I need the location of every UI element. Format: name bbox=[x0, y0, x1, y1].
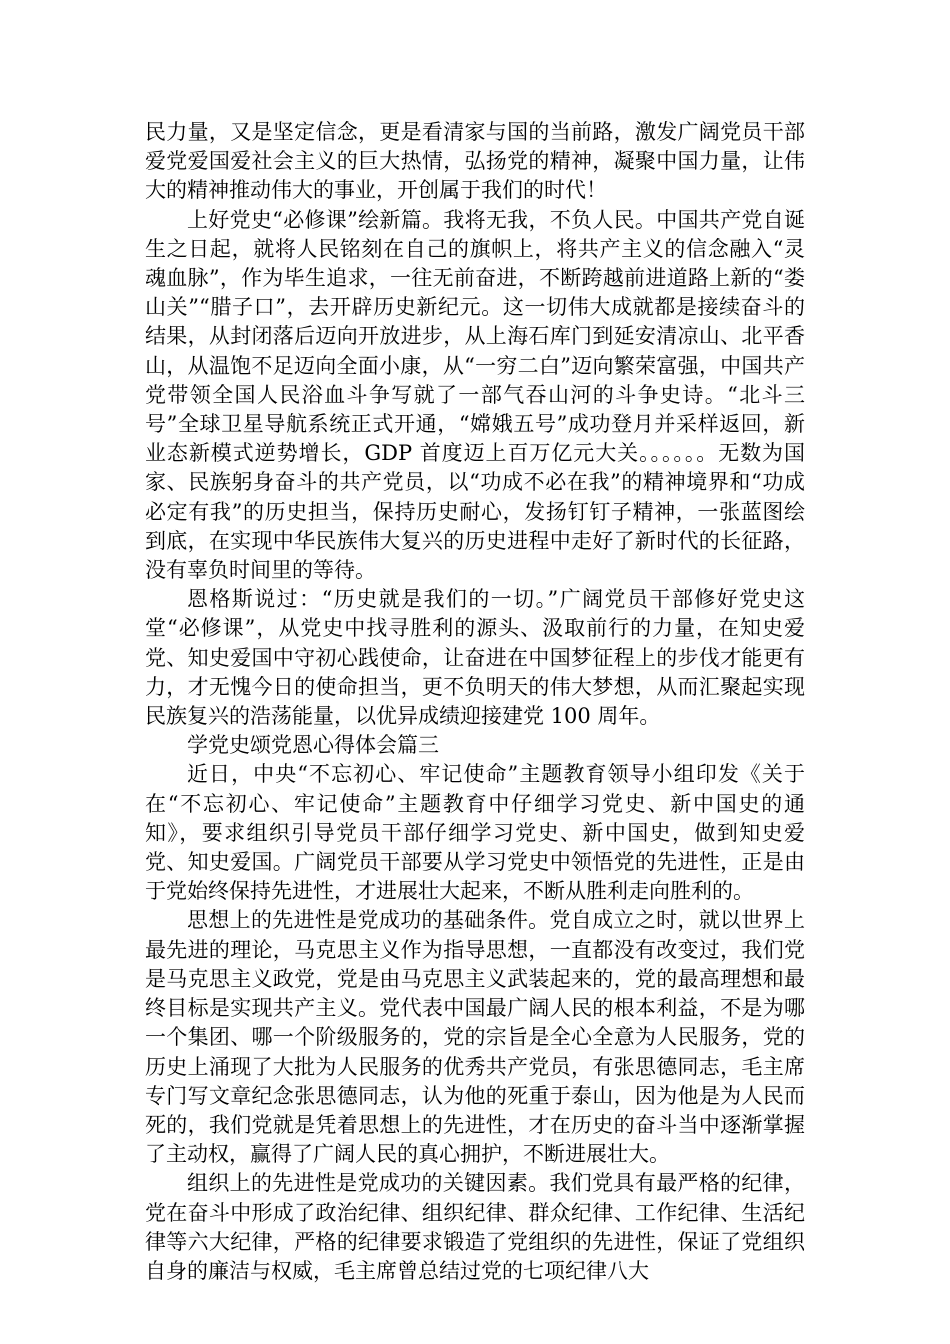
body-paragraph: 民力量，又是坚定信念，更是看清家与国的当前路，激发广阔党员干部爱党爱国爱社会主义的巨大热情，弘扬党的精神，凝聚中国力量，让伟大的精神推动伟大的事业，开创属于我们的时代！ bbox=[145, 120, 805, 203]
document-page bbox=[145, 118, 805, 1286]
body-paragraph: 恩格斯说过：“历史就是我们的一切。”广阔党员干部修好党史这堂“必修课”，从党史中找寻胜利的源头、汲取前行的力量，在知史爱党、知史爱国中守初心践使命，让奋进在中国梦征程上的步伐才能更有力，才无愧今日的使命担当，更不负明天的伟大梦想，从而汇聚起实现民族复兴的浩荡能量，以优异成绩迎接建党 100 周年。 bbox=[145, 587, 805, 729]
section-heading: 学党史颂党恩心得体会篇三 bbox=[187, 733, 439, 758]
body-paragraph: 近日，中央“不忘初心、牢记使命”主题教育领导小组印发《关于在“不忘初心、牢记使命”主题教育中仔细学习党史、新中国史的通知》，要求组织引导党员干部仔细学习党史、新中国史，做到知史爱党、知史爱国。广阔党员干部要从学习党史中领悟党的先进性，正是由于党始终保持先进性，才进展壮大起来，不断从胜利走向胜利的。 bbox=[145, 762, 805, 904]
body-paragraph: 思想上的先进性是党成功的基础条件。党自成立之时，就以世界上最先进的理论，马克思主义作为指导思想，一直都没有改变过，我们党是马克思主义政党，党是由马克思主义武装起来的，党的最高理想和最终目标是实现共产主义。党代表中国最广阔人民的根本利益，不是为哪一个集团、哪一个阶级服务的，党的宗旨是全心全意为人民服务，党的历史上涌现了大批为人民服务的优秀共产党员，有张思德同志，毛主席专门写文章纪念张思德同志，认为他的死重于泰山，因为他是为人民而死的，我们党就是凭着思想上的先进性，才在历史的奋斗当中逐渐掌握了主动权，赢得了广阔人民的真心拥护，不断进展壮大。 bbox=[145, 908, 805, 1167]
body-paragraph: 组织上的先进性是党成功的关键因素。我们党具有最严格的纪律，党在奋斗中形成了政治纪律、组织纪律、群众纪律、工作纪律、生活纪律等六大纪律，严格的纪律要求锻造了党组织的先进性，保证了党组织自身的廉洁与权威，毛主席曾总结过党的七项纪律八大 bbox=[145, 1171, 805, 1283]
body-paragraph: 上好党史“必修课”绘新篇。我将无我，不负人民。中国共产党自诞生之日起，就将人民铭刻在自己的旗帜上，将共产主义的信念融入“灵魂血脉”，作为毕生追求，一往无前奋进，不断跨越前进道路上新的“娄山关”“腊子口”，去开辟历史新纪元。这一切伟大成就都是接续奋斗的结果，从封闭落后迈向开放进步，从上海石库门到延安清凉山、北平香山，从温饱不足迈向全面小康，从“一穷二白”迈向繁荣富强，中国共产党带领全国人民浴血斗争写就了一部气吞山河的斗争史诗。“北斗三号”全球卫星导航系统正式开通，“嫦娥五号”成功登月并采样返回，新业态新模式逆势增长，GDP 首度迈上百万亿元大关。。。。。。无数为国家、民族躬身奋斗的共产党员，以“功成不必在我”的精神境界和“功成必定有我”的历史担当，保持历史耐心，发扬钉钉子精神，一张蓝图绘到底，在实现中华民族伟大复兴的历史进程中走好了新时代的长征路，没有辜负时间里的等待。 bbox=[145, 207, 805, 583]
